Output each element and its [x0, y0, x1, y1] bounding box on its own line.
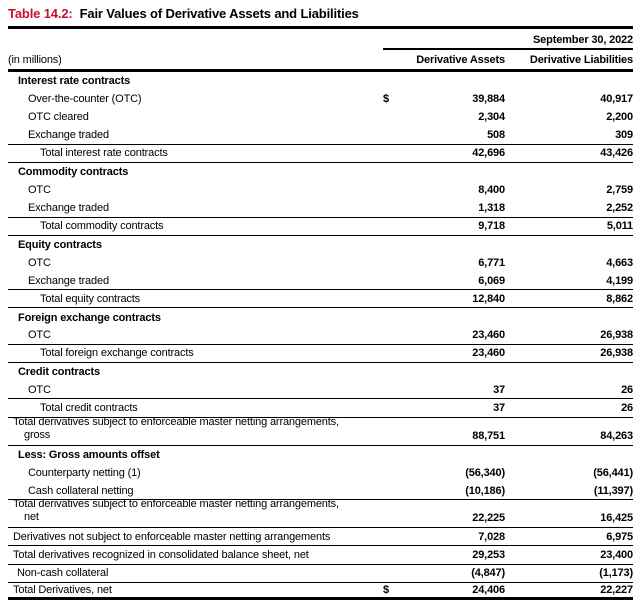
assets-value: (56,340) — [465, 466, 505, 479]
row-label: Counterparty netting (1) — [28, 466, 141, 479]
table-row — [8, 327, 633, 345]
assets-value: (4,847) — [471, 567, 505, 580]
table-row — [8, 90, 633, 108]
section-label: Less: Gross amounts offset — [18, 448, 160, 461]
section-label: Foreign exchange contracts — [18, 311, 161, 324]
assets-value: 24,406 — [472, 583, 505, 596]
row-label-line1: Total derivatives subject to enforceable master netting arrangements, — [13, 498, 339, 511]
liabilities-value: 22,227 — [600, 583, 633, 596]
assets-value: 8,400 — [478, 184, 505, 197]
row-label: OTC — [28, 383, 51, 396]
assets-value: 37 — [493, 401, 505, 414]
summary-row — [8, 528, 633, 546]
row-label: Total Derivatives, net — [13, 583, 112, 596]
assets-value: 508 — [487, 129, 505, 142]
section-row-credit — [8, 363, 633, 381]
liabilities-value: 26 — [621, 401, 633, 414]
total-row — [8, 345, 633, 363]
liabilities-value: (56,441) — [593, 466, 633, 479]
assets-value: 39,884 — [472, 93, 505, 106]
dollar-sign: $ — [383, 93, 389, 106]
row-label: Non-cash collateral — [17, 567, 109, 580]
row-label: Total interest rate contracts — [40, 147, 168, 160]
liabilities-value: (11,397) — [593, 484, 633, 497]
liabilities-value: 5,011 — [606, 220, 633, 233]
liabilities-value: 2,252 — [606, 201, 633, 214]
row-label-line2: net — [24, 511, 39, 524]
report-date: September 30, 2022 — [532, 34, 633, 46]
assets-value: 12,840 — [472, 292, 505, 305]
row-label-line2: gross — [24, 428, 51, 441]
summary-row-net — [8, 500, 633, 528]
table-row — [8, 381, 633, 399]
row-label: OTC — [28, 184, 51, 197]
row-label: Total foreign exchange contracts — [40, 347, 194, 360]
assets-value: 9,718 — [478, 220, 505, 233]
liabilities-value: 2,200 — [606, 111, 633, 124]
row-label: Total commodity contracts — [40, 220, 164, 233]
liabilities-value: 2,759 — [606, 184, 633, 197]
liabilities-value: 84,263 — [600, 429, 633, 442]
row-label — [8, 416, 397, 442]
liabilities-value: 8,862 — [606, 292, 633, 305]
total-row — [8, 290, 633, 308]
section-row-interest-rate — [8, 72, 633, 90]
table-row — [8, 464, 633, 482]
liabilities-value: 43,426 — [600, 147, 633, 160]
liabilities-value: 6,975 — [606, 530, 633, 543]
table-title — [8, 0, 633, 26]
section-row-foreign-exchange — [8, 308, 633, 326]
assets-value: 23,460 — [472, 347, 505, 360]
assets-value: 6,069 — [478, 274, 505, 287]
table-row — [8, 272, 633, 290]
column-header-liabilities: Derivative Liabilities — [529, 54, 633, 66]
table-row — [8, 181, 633, 199]
assets-value: 23,460 — [472, 329, 505, 342]
liabilities-value: 309 — [615, 129, 633, 142]
liabilities-value: 4,199 — [606, 274, 633, 287]
section-row-equity — [8, 236, 633, 254]
section-label: Credit contracts — [18, 366, 100, 379]
liabilities-value: 4,663 — [606, 256, 633, 269]
liabilities-value: 26 — [621, 383, 633, 396]
summary-row-gross — [8, 415, 633, 446]
row-label: OTC — [28, 329, 51, 342]
section-row-commodity — [8, 163, 633, 181]
summary-row — [8, 546, 633, 564]
row-label: Total credit contracts — [40, 401, 138, 414]
row-label: Exchange traded — [28, 274, 109, 287]
assets-value: 88,751 — [472, 429, 505, 442]
row-label-line1: Total derivatives subject to enforceable master netting arrangements, — [13, 415, 339, 428]
assets-value: 42,696 — [472, 147, 505, 160]
table-number: Table 14.2: — [8, 6, 73, 21]
table-row — [8, 254, 633, 272]
summary-row-noncash-collateral — [8, 565, 633, 583]
liabilities-value: 23,400 — [600, 548, 633, 561]
column-header-assets: Derivative Assets — [416, 54, 505, 66]
grand-total-row — [8, 583, 633, 600]
total-row — [8, 145, 633, 163]
dollar-sign: $ — [383, 583, 389, 596]
table-row — [8, 127, 633, 145]
liabilities-value: 40,917 — [600, 93, 633, 106]
liabilities-value: 26,938 — [600, 329, 633, 342]
assets-value: 22,225 — [472, 512, 505, 525]
row-label: Exchange traded — [28, 201, 109, 214]
section-label: Commodity contracts — [18, 166, 129, 179]
assets-value: 2,304 — [478, 111, 505, 124]
row-label: OTC — [28, 256, 51, 269]
table-title-text: Fair Values of Derivative Assets and Liabilities — [79, 6, 359, 21]
row-label: Derivatives not subject to enforceable master netting arrangements — [13, 530, 331, 543]
row-label: Over-the-counter (OTC) — [28, 93, 142, 106]
table-row — [8, 108, 633, 126]
liabilities-value: (1,173) — [599, 567, 633, 580]
section-label: Interest rate contracts — [18, 75, 131, 88]
assets-value: (10,186) — [465, 484, 505, 497]
assets-value: 7,028 — [478, 530, 505, 543]
total-row — [8, 218, 633, 236]
section-row-less-offset — [8, 446, 633, 464]
row-label — [8, 498, 397, 524]
row-label: Cash collateral netting — [28, 484, 134, 497]
liabilities-value: 26,938 — [600, 347, 633, 360]
row-label: Total equity contracts — [40, 292, 141, 305]
row-label: Exchange traded — [28, 129, 109, 142]
date-header — [8, 29, 633, 48]
section-label: Equity contracts — [18, 238, 102, 251]
assets-value: 29,253 — [472, 548, 505, 561]
assets-value: 37 — [493, 383, 505, 396]
assets-value: 1,318 — [478, 201, 505, 214]
assets-value: 6,771 — [478, 256, 505, 269]
table-row — [8, 199, 633, 217]
liabilities-value: 16,425 — [600, 512, 633, 525]
units-label: (in millions) — [8, 54, 62, 66]
row-label: Total derivatives recognized in consolidated balance sheet, net — [13, 548, 309, 561]
column-header-row — [8, 50, 633, 69]
row-label: OTC cleared — [28, 111, 89, 124]
